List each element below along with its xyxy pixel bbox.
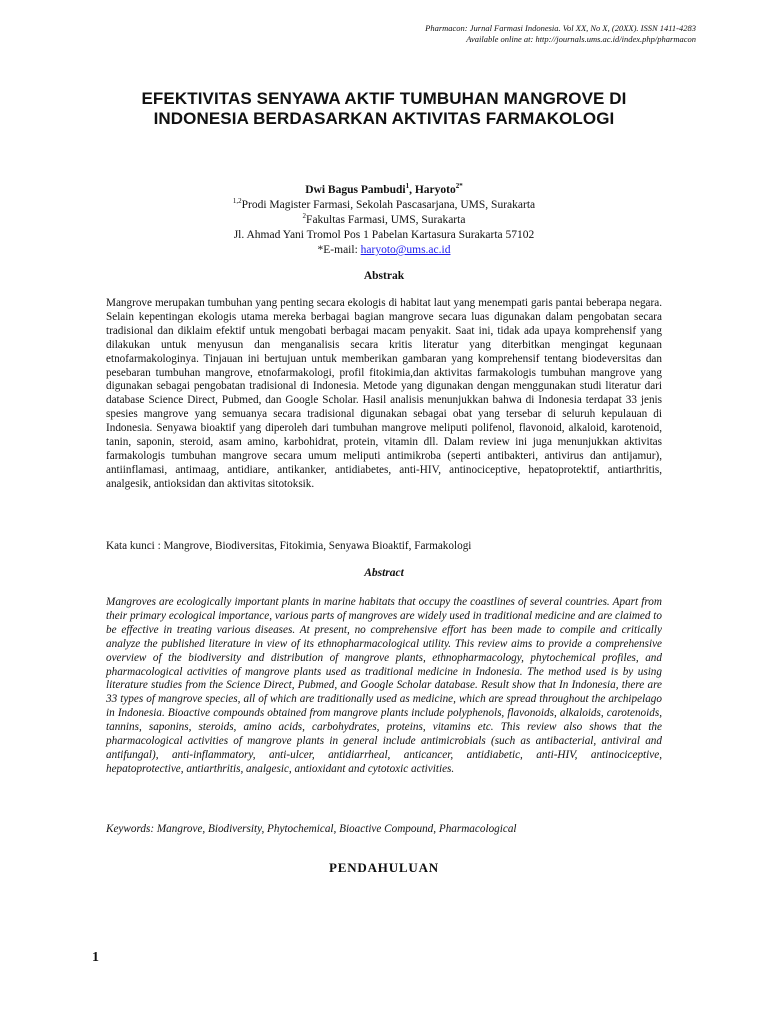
paper-title bbox=[60, 89, 708, 129]
address: Jl. Ahmad Yani Tromol Pos 1 Pabelan Kartasura Surakarta 57102 bbox=[233, 229, 535, 241]
abstract-heading: Abstract bbox=[364, 567, 404, 579]
paper-title-line1: EFEKTIVITAS SENYAWA AKTIF TUMBUHAN MANGROVE DI bbox=[141, 89, 627, 108]
affiliation-2-mark: 2 bbox=[302, 212, 307, 221]
author-1: Dwi Bagus Pambudi bbox=[305, 184, 406, 196]
affiliation-2 bbox=[100, 213, 668, 228]
paper-title-line2: INDONESIA BERDASARKAN AKTIVITAS FARMAKOLOGI bbox=[153, 109, 615, 128]
author-separator: , bbox=[409, 184, 415, 196]
journal-header bbox=[216, 23, 696, 45]
abstrak-text: Mangrove merupakan tumbuhan yang penting secara ekologis di habitat laut yang menempati garis pantai beberapa negara. Selain kepentingan ekologis utama mereka berbagai bagian mangrove secara luas digunakan dalam pengobatan secara tradisional dan diklaim efektif untuk mengobati berbagai macam penyakit. Saat ini, tidak ada upaya komprehensif yang dilakukan untuk menyusun dan menganalisis secara kritis literatur yang diterbitkan mengingat kegunaan etnofarmakologinya. Tinjauan ini bertujuan untuk memberikan gambaran yang komprehensif tentang biodeversitas dan pesebaran tumbuhan mangrove, etnofarmakologi, profil fitokimia,dan aktivitas farmakologis tumbuhan mangrove yang digunakan sebagai pengobatan tradisional di Indonesia. Metode yang digunakan dengan menggunakan studi literatur dari database Science Direct, Pubmed, dan Google Scholar. Hasil analisis menunjukkan bahwa di Indonesia terdapat 33 jenis spesies mangrove yang semuanya secara tradisional digunakan sebagai obat yang tersebar di seluruh kepulauan di Indonesia. Senyawa bioaktif yang diperoleh dari tumbuhan mangrove meliputi polifenol, flavonoid, alkaloid, karotenoid, tanin, saponin, steroid, asam amino, karbohidrat, protein, vitamin dll. Dalam review ini juga menunjukkan aktivitas farmakologis tumbuhan mangrove secara umum meliputi antimikroba (seperti antibakteri, antivirus dan antijamur), antiinflamasi, antimaag, antidiare, antikanker, antidiabetes, anti-HIV, antinociceptive, hepatoprotektif, antiarthritis, analgesik, antioksidan dan aktivitas sitotoksik. bbox=[106, 297, 662, 490]
page-number: 1 bbox=[92, 950, 99, 965]
abstract-text: Mangroves are ecologically important plants in marine habitats that occupy the coastlines of several countries. Apart from their primary ecological importance, various parts of mangroves are widely used in traditional medicine and are claimed to be effective in treating various diseases. At present, no comprehensive effort has been made to compile and critically analyze the published literature in view of its ethnopharmacological utility. This review aims to provide a comprehensive overview of the biodiversity and distribution of mangrove plants, ethnopharmacology, phytochemical profiles, and pharmacological activities of mangrove plants used as traditional medicine in Indonesia. The method used is by using literature studies from the Science Direct, Pubmed, and Google Scholar database. Result show that In Indonesia, there are 33 types of mangrove species, all of which are traditionally used as medicine, which are spread throughout the archipelago in Indonesia. Bioactive compounds obtained from mangrove plants include polyphenols, flavonoids, alkaloids, carotenoids, tannins, saponins, steroids, amino acids, carbohydrates, proteins, vitamins etc. This review also shows that the pharmacological activities of mangrove plants in general include antimicrobials (such as antibacterial, antiviral and antifungal), anti-inflammatory, anti-ulcer, antidiarrheal, anticancer, antidiabetic, anti-HIV, antinociceptive, hepatoprotective, antiarthritis, analgesic, antioxidant and cytotoxic activities. bbox=[106, 596, 662, 775]
email-link[interactable]: haryoto@ums.ac.id bbox=[360, 244, 451, 256]
author-names bbox=[100, 183, 668, 198]
affiliation-1-mark: 1,2 bbox=[232, 197, 242, 206]
author-block bbox=[100, 183, 668, 258]
author-1-affil: 1 bbox=[405, 182, 410, 191]
author-2-affil: 2* bbox=[455, 182, 463, 191]
section-heading-pendahuluan: PENDAHULUAN bbox=[329, 860, 439, 875]
affiliation-2-text: Fakultas Farmasi, UMS, Surakarta bbox=[306, 214, 466, 226]
email-label: *E-mail: bbox=[317, 244, 361, 256]
email-line bbox=[100, 243, 668, 258]
author-2: Haryoto bbox=[414, 184, 456, 196]
journal-url: Available online at: http://journals.ums.ac.id/index.php/pharmacon bbox=[466, 34, 696, 44]
abstract-keywords: Keywords: Mangrove, Biodiversity, Phytochemical, Bioactive Compound, Pharmacological bbox=[106, 823, 517, 835]
journal-citation: Pharmacon: Jurnal Farmasi Indonesia. Vol XX, No X, (20XX). ISSN 1411-4283 bbox=[425, 23, 696, 33]
affiliation-1-text: Prodi Magister Farmasi, Sekolah Pascasarjana, UMS, Surakarta bbox=[241, 199, 536, 211]
affiliation-1 bbox=[100, 198, 668, 213]
abstrak-keywords: Kata kunci : Mangrove, Biodiversitas, Fitokimia, Senyawa Bioaktif, Farmakologi bbox=[106, 540, 472, 552]
abstrak-heading: Abstrak bbox=[363, 270, 405, 282]
